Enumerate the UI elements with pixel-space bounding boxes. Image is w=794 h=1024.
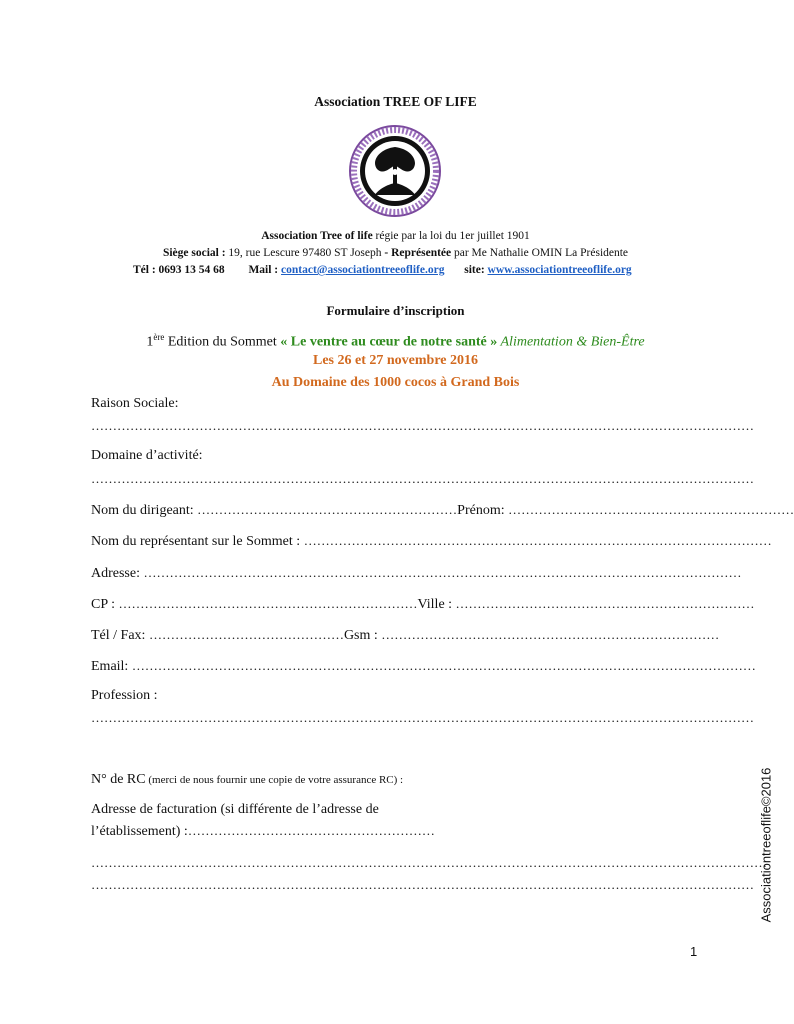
cp-label: CP :: [91, 597, 115, 612]
email-row: [91, 658, 756, 675]
rc-note: (merci de nous fournir une copie de votre assurance RC) :: [145, 774, 404, 786]
tel-fax-field[interactable]: ………………………………………: [148, 627, 344, 642]
mail-link[interactable]: contact@associationtreeoflife.org: [281, 264, 445, 276]
facturation-field[interactable]: …………………………………………………: [187, 823, 435, 838]
represented-by: par Me Nathalie OMIN La Présidente: [451, 247, 629, 259]
gsm-label: Gsm :: [343, 628, 378, 643]
copyright-text: Associationtreeoflife©2016: [758, 767, 774, 923]
prenom-field[interactable]: …………………………………………………………: [508, 502, 794, 517]
association-law: régie par la loi du 1er juillet 1901: [372, 230, 530, 242]
facturation-label-1: Adresse de facturation (si différente de l’adresse de: [91, 802, 379, 817]
adresse-row: [91, 565, 742, 582]
raison-sociale-field[interactable]: ………………………………………………………………………………………………………………………………………: [91, 418, 754, 433]
adresse-field[interactable]: …………………………………………………………………………………………………………………………: [143, 565, 742, 580]
raison-sociale-label: Raison Sociale:: [91, 396, 179, 411]
dirigeant-label: Nom du dirigeant:: [91, 503, 194, 518]
siege-label: Siège social :: [162, 247, 226, 259]
prenom-label: Prénom:: [457, 503, 505, 518]
cp-row: [91, 596, 755, 613]
facturation-label-2: l’établissement) :: [91, 824, 188, 839]
cp-field[interactable]: ……………………………………………………………: [118, 596, 418, 611]
domaine-label: Domaine d’activité:: [91, 448, 203, 463]
domaine-field[interactable]: ………………………………………………………………………………………………………………………………………: [91, 471, 754, 486]
representant-row: [91, 533, 772, 550]
association-name: Association Tree of life: [261, 230, 373, 242]
dirigeant-row: [91, 502, 794, 519]
ville-field[interactable]: ……………………………………………………………: [455, 596, 755, 611]
contact-line: [133, 264, 632, 276]
adresse-label: Adresse:: [91, 566, 140, 581]
gsm-field[interactable]: ……………………………………………………………………: [381, 627, 720, 642]
copyright-sidebar: [756, 760, 776, 930]
tel-row: [91, 627, 719, 644]
facturation-line-1[interactable]: …………………………………………………………………………………………………………………………………………: [91, 855, 767, 870]
profession-field[interactable]: ………………………………………………………………………………………………………………………………………: [91, 710, 754, 725]
association-line: [0, 230, 791, 242]
summit-theme: Alimentation & Bien-Être: [497, 334, 645, 350]
represented-label: - Représentée: [384, 247, 452, 259]
rc-row: [91, 772, 403, 788]
page-title: Association TREE OF LIFE: [314, 94, 477, 109]
site-label: site:: [464, 264, 488, 276]
siege-address: 19, rue Lescure 97480 ST Joseph: [225, 247, 385, 259]
form-heading: Formulaire d’inscription: [326, 303, 465, 318]
summit-dates: Les 26 et 27 novembre 2016: [313, 353, 478, 368]
dirigeant-field[interactable]: ……………………………………………………: [197, 502, 458, 517]
summit-venue: Au Domaine des 1000 cocos à Grand Bois: [271, 375, 520, 390]
representant-label: Nom du représentant sur le Sommet :: [91, 534, 301, 549]
tree-of-life-logo: [349, 125, 441, 217]
representant-field[interactable]: ………………………………………………………………………………………………: [303, 533, 772, 548]
email-label: Email:: [91, 659, 129, 674]
site-link[interactable]: www.associationtreeoflife.org: [487, 264, 632, 276]
facturation-line-2[interactable]: ………………………………………………………………………………………………………………………………………: [91, 877, 754, 892]
summit-name: « Le ventre au cœur de notre santé »: [280, 334, 498, 350]
edition-line: [0, 332, 791, 351]
edition-number: 1: [146, 334, 154, 350]
edition-text: Edition du Sommet: [164, 334, 281, 350]
rc-label: N° de RC: [91, 772, 146, 787]
edition-superscript: ère: [153, 332, 165, 342]
mail-label: Mail :: [248, 264, 282, 276]
tel-fax-label: Tél / Fax:: [91, 628, 146, 643]
profession-label: Profession :: [91, 688, 158, 703]
page-number: 1: [690, 944, 698, 959]
ville-label: Ville :: [417, 597, 453, 612]
email-field[interactable]: ………………………………………………………………………………………………………………………………: [131, 658, 756, 673]
siege-line: [0, 247, 791, 259]
facturation-row: [91, 823, 435, 840]
tel-label: Tél : 0693 13 54 68: [133, 264, 225, 276]
